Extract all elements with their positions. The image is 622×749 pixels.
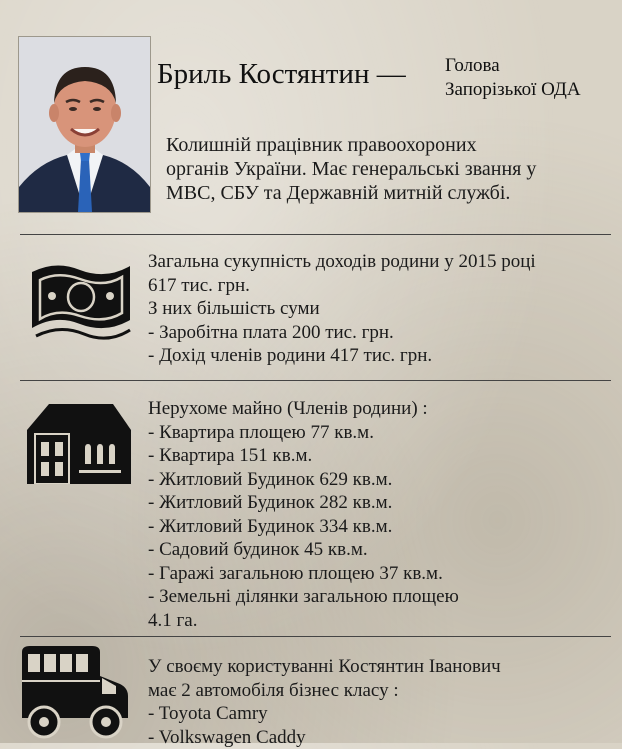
income-line: З них більшість суми [148,297,536,321]
income-line: 617 тис. грн. [148,274,536,298]
bio-line: МВС, СБУ та Державній митній службі. [166,181,616,205]
income-line: - Дохід членів родини 417 тис. грн. [148,344,536,368]
car-icon [16,646,130,744]
vehicles-line: - Toyota Camry [148,702,501,726]
divider [20,636,611,637]
portrait-photo [18,36,151,213]
property-line: - Земельні ділянки загальною площею [148,585,459,609]
bio-line: органів України. Має генеральські звання у [166,157,616,181]
income-text [148,250,536,368]
property-line: - Квартира площею 77 кв.м. [148,421,459,445]
biography [166,133,616,205]
vehicles-line: має 2 автомобіля бізнес класу : [148,679,501,703]
vehicles-text [148,655,501,749]
income-line: Загальна сукупність доходів родини у 2015 році [148,250,536,274]
property-line: - Садовий будинок 45 кв.м. [148,538,459,562]
person-role [445,54,581,102]
property-line: - Житловий Будинок 282 кв.м. [148,491,459,515]
property-text [148,397,459,632]
role-line: Голова [445,54,581,78]
person-name: Бриль Костянтин — [157,58,406,91]
property-line: - Гаражі загальною площею 37 кв.м. [148,562,459,586]
role-line: Запорізької ОДА [445,78,581,102]
property-line: Нерухоме майно (Членів родини) : [148,397,459,421]
property-line: - Квартира 151 кв.м. [148,444,459,468]
property-line: 4.1 га. [148,609,459,633]
vehicles-line: У своєму користуванні Костянтин Іванович [148,655,501,679]
property-line: - Житловий Будинок 334 кв.м. [148,515,459,539]
divider [20,234,611,235]
portrait-illustration [19,37,150,212]
money-bill-icon [26,258,134,344]
bio-line: Колишній працівник правоохороних [166,133,616,157]
divider [20,380,611,381]
house-icon [27,404,131,488]
vehicles-line: - Volkswagen Caddy [148,726,501,749]
income-line: - Заробітна плата 200 тис. грн. [148,321,536,345]
property-line: - Житловий Будинок 629 кв.м. [148,468,459,492]
